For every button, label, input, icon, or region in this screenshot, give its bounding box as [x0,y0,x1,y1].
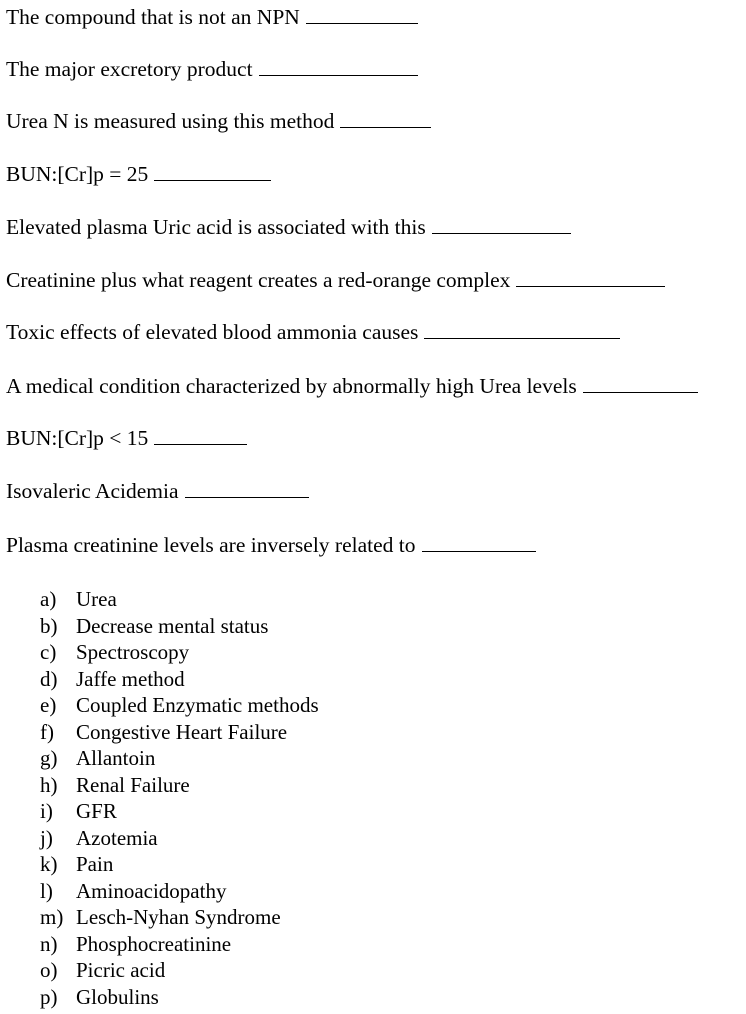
question-11 [6,532,536,558]
option-text: Aminoacidopathy [76,878,227,903]
question-10 [6,478,309,504]
option-letter: m) [40,905,64,929]
option-letter: p) [40,984,58,1009]
option-j [40,825,319,852]
answer-blank[interactable] [154,162,271,181]
option-d [40,666,319,693]
option-i [40,798,319,825]
option-letter: h) [40,772,58,797]
question-9 [6,425,247,451]
answer-blank[interactable] [340,109,431,128]
answer-blank[interactable] [422,533,536,552]
option-text: Azotemia [76,825,158,850]
option-text: Decrease mental status [76,613,269,638]
option-text: Picric acid [76,958,166,982]
question-text: A medical condition characterized by abnormally high Urea levels [6,374,577,398]
answer-blank[interactable] [154,426,247,445]
option-o [40,957,319,984]
question-3 [6,108,431,134]
option-letter: j) [40,825,53,850]
option-a [40,586,319,613]
option-letter: c) [40,640,57,664]
question-5 [6,214,571,240]
question-text: Isovaleric Acidemia [6,479,179,503]
answer-options [40,586,319,1010]
option-h [40,772,319,799]
option-letter: k) [40,852,58,876]
option-letter: o) [40,958,58,982]
question-text: Urea N is measured using this method [6,109,335,133]
question-text: Toxic effects of elevated blood ammonia causes [6,320,419,344]
question-text: The compound that is not an NPN [6,5,300,29]
answer-blank[interactable] [259,57,418,76]
option-text: Congestive Heart Failure [76,719,288,744]
option-p [40,984,319,1011]
question-text: Creatinine plus what reagent creates a red-orange complex [6,268,511,292]
question-6 [6,267,665,293]
answer-blank[interactable] [306,5,418,24]
option-text: Phosphocreatinine [76,931,232,956]
option-f [40,719,319,746]
option-letter: i) [40,799,53,823]
option-m [40,904,319,931]
option-letter: f) [40,719,54,744]
option-text: Allantoin [76,746,156,770]
option-letter: g) [40,746,58,770]
option-e [40,692,319,719]
answer-blank[interactable] [424,320,620,339]
option-text: Jaffe method [76,666,185,691]
answer-blank[interactable] [185,479,309,498]
option-letter: n) [40,931,58,956]
option-letter: b) [40,613,58,638]
question-text: BUN:[Cr]p < 15 [6,426,149,450]
option-c [40,639,319,666]
question-text: Elevated plasma Uric acid is associated with this [6,215,426,239]
option-g [40,745,319,772]
option-text: Urea [76,587,117,611]
option-text: Spectroscopy [76,640,190,664]
answer-blank[interactable] [432,215,571,234]
option-text: GFR [76,799,117,823]
question-2 [6,56,418,82]
question-text: Plasma creatinine levels are inversely related to [6,533,416,557]
question-1 [6,4,418,30]
option-text: Globulins [76,984,159,1009]
option-b [40,613,319,640]
option-text: Pain [76,852,114,876]
question-4 [6,161,271,187]
option-text: Coupled Enzymatic methods [76,693,319,717]
option-n [40,931,319,958]
question-7 [6,319,620,345]
option-l [40,878,319,905]
question-8 [6,373,698,399]
answer-blank[interactable] [583,374,698,393]
option-k [40,851,319,878]
question-text: BUN:[Cr]p = 25 [6,162,149,186]
option-text: Renal Failure [76,772,190,797]
option-letter: a) [40,587,57,611]
answer-blank[interactable] [516,268,665,287]
question-text: The major excretory product [6,57,253,81]
option-letter: d) [40,666,58,691]
option-letter: l) [40,878,53,903]
option-text: Lesch-Nyhan Syndrome [76,905,281,929]
option-letter: e) [40,693,57,717]
